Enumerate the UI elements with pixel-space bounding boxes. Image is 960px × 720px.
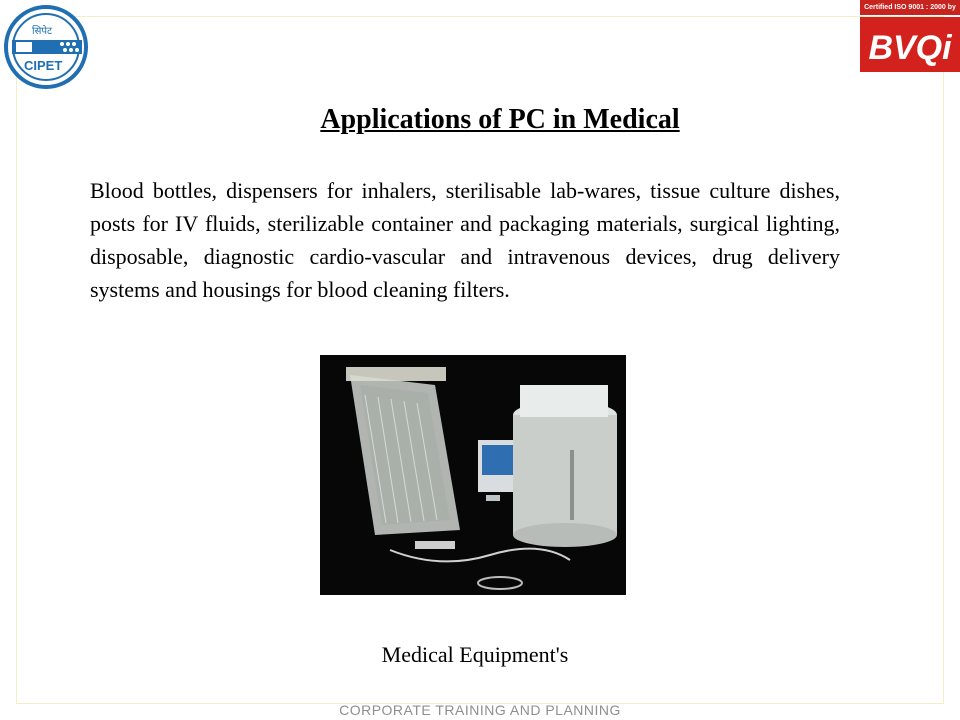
- bvqi-mark: [860, 17, 960, 72]
- cipet-logo: [2, 4, 92, 90]
- medical-equipment-photo: [320, 355, 626, 595]
- body-paragraph: Blood bottles, dispensers for inhalers, sterilisable lab-wares, tissue culture dishes, posts for IV fluids, sterilizable container and packaging materials, surgical lighting, disposable, diagnostic cardio-vascular and intravenous devices, drug delivery systems and housings for blood cleaning filters.: [90, 178, 840, 302]
- footer-text: CORPORATE TRAINING AND PLANNING: [339, 702, 621, 718]
- image-caption: Medical Equipment's: [381, 642, 569, 667]
- certification-label: Certified ISO 9001 : 2000 by: [860, 0, 960, 15]
- cipet-logo-text: CIPET: [24, 58, 63, 73]
- cipet-hindi-text: सिपेट: [32, 26, 53, 37]
- bvqi-logo-text: BVQi: [868, 29, 952, 67]
- bvqi-logo: [860, 0, 960, 72]
- slide-title: Applications of PC in Medical: [320, 104, 680, 135]
- bvqi-badge: [860, 17, 960, 72]
